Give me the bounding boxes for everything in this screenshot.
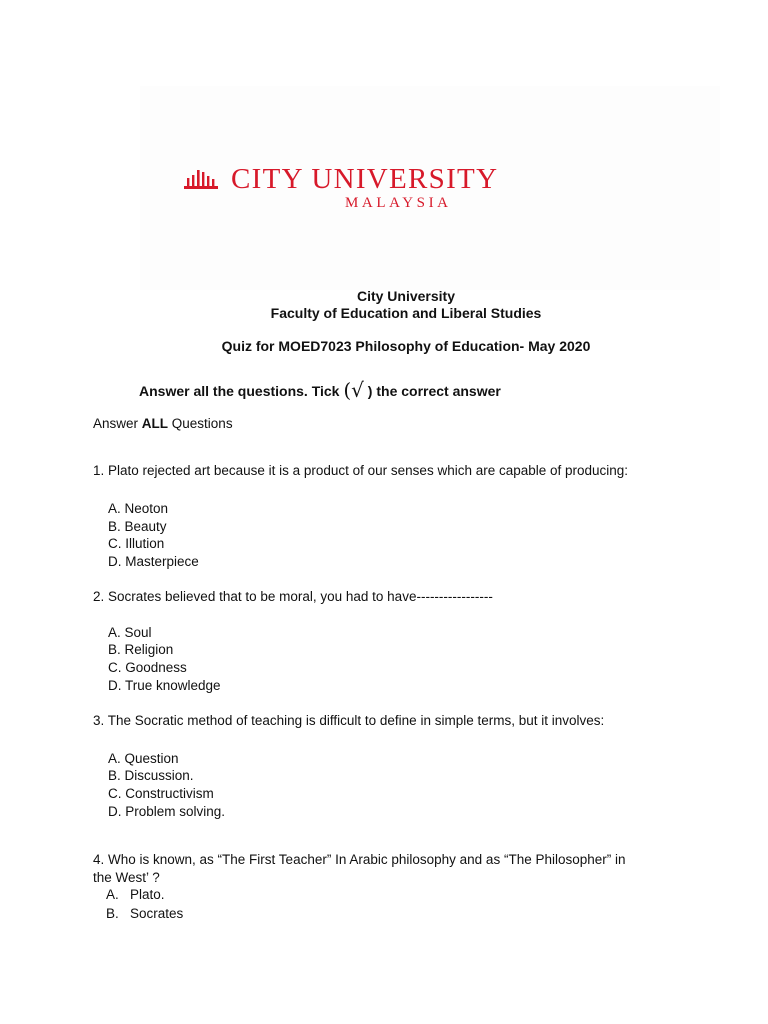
q3-option-c: C. Constructivism bbox=[108, 786, 214, 801]
building-logo-icon bbox=[184, 169, 218, 189]
q2-option-b: B. Religion bbox=[108, 642, 174, 657]
faculty-name: Faculty of Education and Liberal Studies bbox=[270, 305, 542, 321]
q2-option-d: D. True knowledge bbox=[108, 678, 221, 693]
instruction-text: Answer all the questions. Tick bbox=[139, 383, 340, 399]
q4-option-a: A. Plato. bbox=[106, 887, 165, 902]
tick-symbol: (√ bbox=[343, 378, 364, 402]
quiz-title: Quiz for MOED7023 Philosophy of Education- May 2020 bbox=[221, 338, 591, 354]
question-1: 1. Plato rejected art because it is a product of our senses which are capable of producing: bbox=[93, 463, 629, 478]
q1-option-a: A. Neoton bbox=[108, 501, 169, 516]
q3-option-b: B. Discussion. bbox=[108, 768, 194, 783]
answer-all-line: Answer ALL Questions bbox=[93, 416, 233, 431]
logo-wordmark: CITY UNIVERSITY bbox=[231, 163, 499, 195]
q1-option-b: B. Beauty bbox=[108, 519, 167, 534]
university-logo bbox=[140, 86, 720, 290]
q3-option-d: D. Problem solving. bbox=[108, 804, 226, 819]
q4-option-b: B. Socrates bbox=[106, 906, 184, 921]
instruction-line bbox=[139, 378, 501, 403]
logo-country: MALAYSIA bbox=[345, 195, 452, 211]
question-3: 3. The Socratic method of teaching is difficult to define in simple terms, but it involves: bbox=[93, 713, 605, 728]
question-4-line-2: the West’ ? bbox=[93, 870, 160, 885]
q1-option-c: C. Illution bbox=[108, 536, 165, 551]
q2-option-c: C. Goodness bbox=[108, 660, 187, 675]
q1-option-d: D. Masterpiece bbox=[108, 554, 199, 569]
instruction-text-end: ) the correct answer bbox=[367, 383, 501, 399]
q3-option-a: A. Question bbox=[108, 751, 179, 766]
university-name: City University bbox=[356, 288, 456, 304]
answer-all-emphasis: ALL bbox=[141, 416, 169, 431]
q2-option-a: A. Soul bbox=[108, 625, 152, 640]
question-2: 2. Socrates believed that to be moral, you had to have----------------- bbox=[93, 589, 493, 604]
question-4-line-1: 4. Who is known, as “The First Teacher” In Arabic philosophy and as “The Philosopher” in bbox=[93, 852, 626, 867]
